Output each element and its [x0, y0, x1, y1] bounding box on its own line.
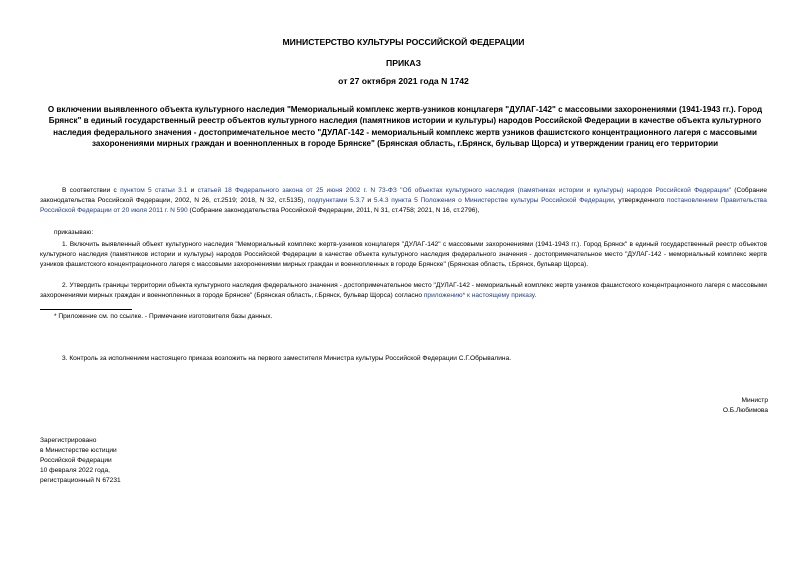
signature-position: Министр: [741, 397, 768, 404]
order-item-2-end: .: [534, 292, 537, 299]
ministry-heading: МИНИСТЕРСТВО КУЛЬТУРЫ РОССИЙСКОЙ ФЕДЕРАЦИИ: [282, 37, 525, 47]
registration-line-5: регистрационный N 67231: [40, 477, 121, 484]
signature-name: О.Б.Любимова: [722, 407, 768, 414]
preamble-paragraph: [40, 186, 767, 216]
footnote-divider: [40, 309, 132, 310]
link-ministry-regulation[interactable]: 5.4.3 пункта 5 Положения о Министерстве культуры Российской Федерации: [373, 197, 614, 204]
registration-line-2: в Министерстве юстиции: [40, 447, 117, 454]
link-article-3-1[interactable]: пунктом 5 статьи 3.1: [120, 187, 188, 194]
order-item-2-text: 2. Утвердить границы территории объекта культурного наследия федерального значения - достопримечательное место "ДУЛАГ-142 - мемориальный комплекс жертв узников фашистского концентрационного лагеря с массовыми захоронениями мирных граждан и военнопленных в городе Брянске" (Брянская область, г.Брянск, бульвар Щорса) согласно: [40, 282, 767, 299]
preamble-text-6: (Собрание законодательства Российской Федерации, 2011, N 31, ст.4758; 2021, N 16, ст.2796),: [187, 207, 480, 214]
order-word: приказываю:: [54, 229, 94, 236]
link-federal-law-73[interactable]: статьей 18 Федерального закона от 25 июня 2002 г. N 73-ФЗ "Об объектах культурного наследия (памятниках истории и культуры) народов Российской Федерации": [197, 187, 731, 194]
date-number-heading: от 27 октября 2021 года N 1742: [338, 76, 469, 86]
link-appendix[interactable]: приложению* к настоящему приказу: [423, 292, 535, 299]
preamble-text-2: и: [187, 187, 198, 194]
preamble-text-4: и: [364, 197, 374, 204]
registration-line-3: Российской Федерации: [40, 457, 112, 464]
preamble-text-3: (Собрание законодательства Российской Федерации, 2002, N 26, ст.2519; 2018, N 32, ст.5135),: [40, 187, 768, 204]
document-type-heading: ПРИКАЗ: [386, 58, 421, 68]
link-government-decree-590[interactable]: постановлением Правительства Российской Федерации от 20 июля 2011 г. N 590: [40, 197, 767, 214]
order-item-3: 3. Контроль за исполнением настоящего приказа возложить на первого заместителя Министра культуры Российской Федерации С.Г.Обрывалина.: [62, 355, 512, 362]
preamble-text-1: В соответствии с: [62, 187, 121, 194]
registration-line-1: Зарегистрировано: [40, 437, 97, 444]
order-item-1: 1. Включить выявленный объект культурного наследия "Мемориальный комплекс жертв-узников концлагеря "ДУЛАГ-142" с массовыми захоронениями (1941-1943 гг.). Город Брянск" в единый государственный реестр объектов культурного наследия (памятников истории и культуры) народов Российской Федерации в качестве объекта культурного наследия федерального значения - достопримечательное место "ДУЛАГ-142 - мемориальный комплекс жертв узников фашистского концентрационного лагеря с массовыми захоронениями мирных граждан и военнопленных в городе Брянске" (Брянская область, г.Брянск, бульвар Щорса).: [40, 241, 767, 268]
link-subpoint-5-3-7[interactable]: подпунктами 5.3.7: [307, 197, 365, 204]
document-title: О включении выявленного объекта культурного наследия "Мемориальный комплекс жертв-узников концлагеря "ДУЛАГ-142" с массовыми захоронениями (1941-1943 гг.). Город Брянск" в единый государственный реестр объектов культурного наследия (памятников истории и культуры) народов Российской Федерации в качестве объекта культурного наследия федерального значения - достопримечательное место "ДУЛАГ-142 - мемориальный комплекс жертв узников фашистского концентрационного лагеря с массовыми захоронениями мирных граждан и военнопленных в городе Брянске" (Брянская область, г.Брянск, бульвар Щорса) и утверждении границ его территории: [47, 105, 763, 149]
registration-block: [40, 436, 121, 486]
registration-line-4: 10 февраля 2022 года,: [40, 467, 110, 474]
preamble-text-5: , утвержденного: [613, 197, 668, 204]
footnote: * Приложение см. по ссылке. - Примечание изготовителя базы данных.: [54, 313, 273, 320]
order-item-2: [40, 281, 767, 301]
signature-block: [723, 396, 768, 416]
